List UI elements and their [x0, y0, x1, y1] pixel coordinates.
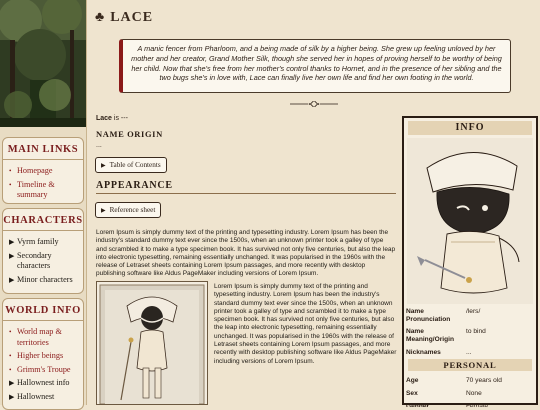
infobox: [402, 116, 538, 405]
infobox-heading: INFO: [408, 121, 532, 135]
triangle-right-icon: ▶: [101, 208, 106, 214]
info-value: ...: [466, 349, 472, 356]
sidebar-item-hallownest[interactable]: [9, 392, 79, 403]
world-info-heading: WORLD INFO: [3, 299, 83, 321]
name-origin-text: ...: [96, 142, 102, 149]
character-thumbnail[interactable]: [96, 281, 208, 405]
sidebar-artwork: [0, 0, 86, 127]
info-key: Name Meaning/Origin: [406, 328, 454, 343]
info-row-gender: [406, 403, 534, 407]
sidebar-item-label: Homepage: [17, 166, 53, 175]
sidebar-item-timeline[interactable]: [9, 180, 79, 201]
triangle-right-icon: ▶: [101, 163, 106, 169]
sidebar-item-world-map[interactable]: [9, 327, 79, 348]
main-content: [87, 0, 540, 405]
triangle-right-icon: ▶: [9, 238, 15, 246]
info-key: Sex: [406, 390, 418, 397]
sidebar-item-label: Hallownest info: [17, 378, 70, 387]
sidebar-item-label: Hallownest: [17, 391, 55, 401]
name-origin-heading: NAME ORIGIN: [96, 129, 163, 139]
triangle-right-icon: ▶: [9, 392, 15, 401]
sidebar-item-label: Secondary characters: [17, 250, 52, 270]
sidebar-item-minor-characters[interactable]: [9, 275, 79, 286]
table-of-contents-button[interactable]: [95, 157, 167, 173]
bullet-icon: •: [9, 328, 12, 336]
info-value: to bind: [466, 328, 486, 335]
info-value: 70 years old: [466, 377, 502, 384]
sidebar-item-grimms-troupe[interactable]: [9, 365, 79, 376]
club-suit-icon: ♣: [95, 10, 106, 25]
info-key: Nicknames: [406, 349, 441, 356]
sidebar-item-label: Timeline & summary: [17, 179, 55, 199]
appearance-paragraph: Lorem Ipsum is simply dummy text of the printing and typesetting industry. Lorem Ipsum has been the industry's standard dummy text ever since the 1500s, when an unknown printer took a galley of type and scrambled it to make a type specimen book. It has survived not only five centuries, but also the leap into electronic typesetting, remaining essentially unchanged. It was popularised in the 1960s with the release of Letraset sheets containing Lorem Ipsum passages, and more recently with desktop publishing software like Aldus PageMaker including versions of Lorem Ipsum.: [96, 229, 396, 278]
info-key: Gender: [406, 403, 430, 407]
intro-name: Lace: [96, 115, 112, 122]
info-value: /lers/: [466, 308, 481, 315]
main-links-heading: MAIN LINKS: [3, 138, 83, 160]
sidebar-item-label: World map & territories: [17, 327, 62, 347]
info-value: Female: [466, 403, 488, 407]
sidebar-item-label: Higher beings: [17, 351, 64, 360]
bullet-icon: •: [9, 365, 12, 374]
bullet-icon: •: [9, 352, 12, 360]
appearance-paragraph-2: Lorem Ipsum is simply dummy text of the printing and typesetting industry. Lorem Ipsum has been the industry's standard dummy text ever since the 1500s, when an unknown printer took a galley of type and scrambled it to make a type specimen book. It has survived not only five centuries, but also the leap into electronic typesetting, remaining essentially unchanged. It was popularised in the 1960s with the release of Letraset sheets containing Lorem Ipsum passages, and more recently with desktop publishing software like Aldus PageMaker including versions of Lorem Ipsum.: [214, 283, 397, 365]
page-title-text: LACE: [110, 10, 154, 25]
character-art-image: [97, 282, 207, 404]
character-portrait-image: [407, 138, 533, 304]
triangle-right-icon: ▶: [9, 251, 15, 260]
bullet-icon: •: [9, 167, 12, 175]
character-quote: A manic fencer from Pharloom, and a being made of silk by a higher being. She grew up feeling unloved by her mother and her creator, Grand Mother Silk, though she served her in hopes of proving herself to be worthy of being her child. Now that she's free from her mother's control thanks to Hornet, and in the presence of her sibling and the two bugs she's in love with, Lace can finally live her own life and find her own footing in the world.: [119, 39, 511, 93]
main-links-panel: [2, 137, 84, 204]
toc-button-label: Table of Contents: [109, 161, 161, 169]
info-value: None: [466, 390, 482, 397]
intro-rest: is ---: [111, 115, 128, 122]
infobox-portrait[interactable]: [407, 138, 533, 304]
characters-panel: [2, 208, 84, 294]
sidebar-item-label: Minor characters: [17, 274, 73, 284]
sidebar-item-hallownest-info[interactable]: [9, 378, 79, 389]
page-title: [95, 10, 153, 26]
world-info-panel: [2, 298, 84, 410]
reference-button-label: Reference sheet: [109, 206, 156, 214]
appearance-heading: APPEARANCE: [96, 180, 396, 194]
triangle-right-icon: ▶: [9, 275, 15, 284]
ornament-divider-icon: [290, 101, 338, 107]
characters-heading: CHARACTERS: [3, 209, 83, 231]
bullet-icon: •: [9, 180, 12, 189]
sidebar-item-secondary-characters[interactable]: [9, 251, 79, 272]
info-key: Name Pronunciation: [406, 308, 451, 323]
sidebar-item-label: Grimm's Troupe: [17, 364, 71, 374]
sidebar: [0, 0, 87, 405]
info-key: Age: [406, 377, 419, 384]
forest-artwork-image: [0, 0, 86, 127]
sidebar-item-label: Vyrm family: [17, 237, 59, 246]
personal-heading: PERSONAL: [408, 359, 532, 371]
sidebar-item-homepage[interactable]: [9, 166, 79, 177]
sidebar-item-higher-beings[interactable]: [9, 351, 79, 362]
triangle-right-icon: ▶: [9, 379, 15, 387]
reference-sheet-button[interactable]: [95, 202, 161, 218]
intro-line: [96, 115, 128, 122]
sidebar-item-vyrm-family[interactable]: [9, 237, 79, 248]
